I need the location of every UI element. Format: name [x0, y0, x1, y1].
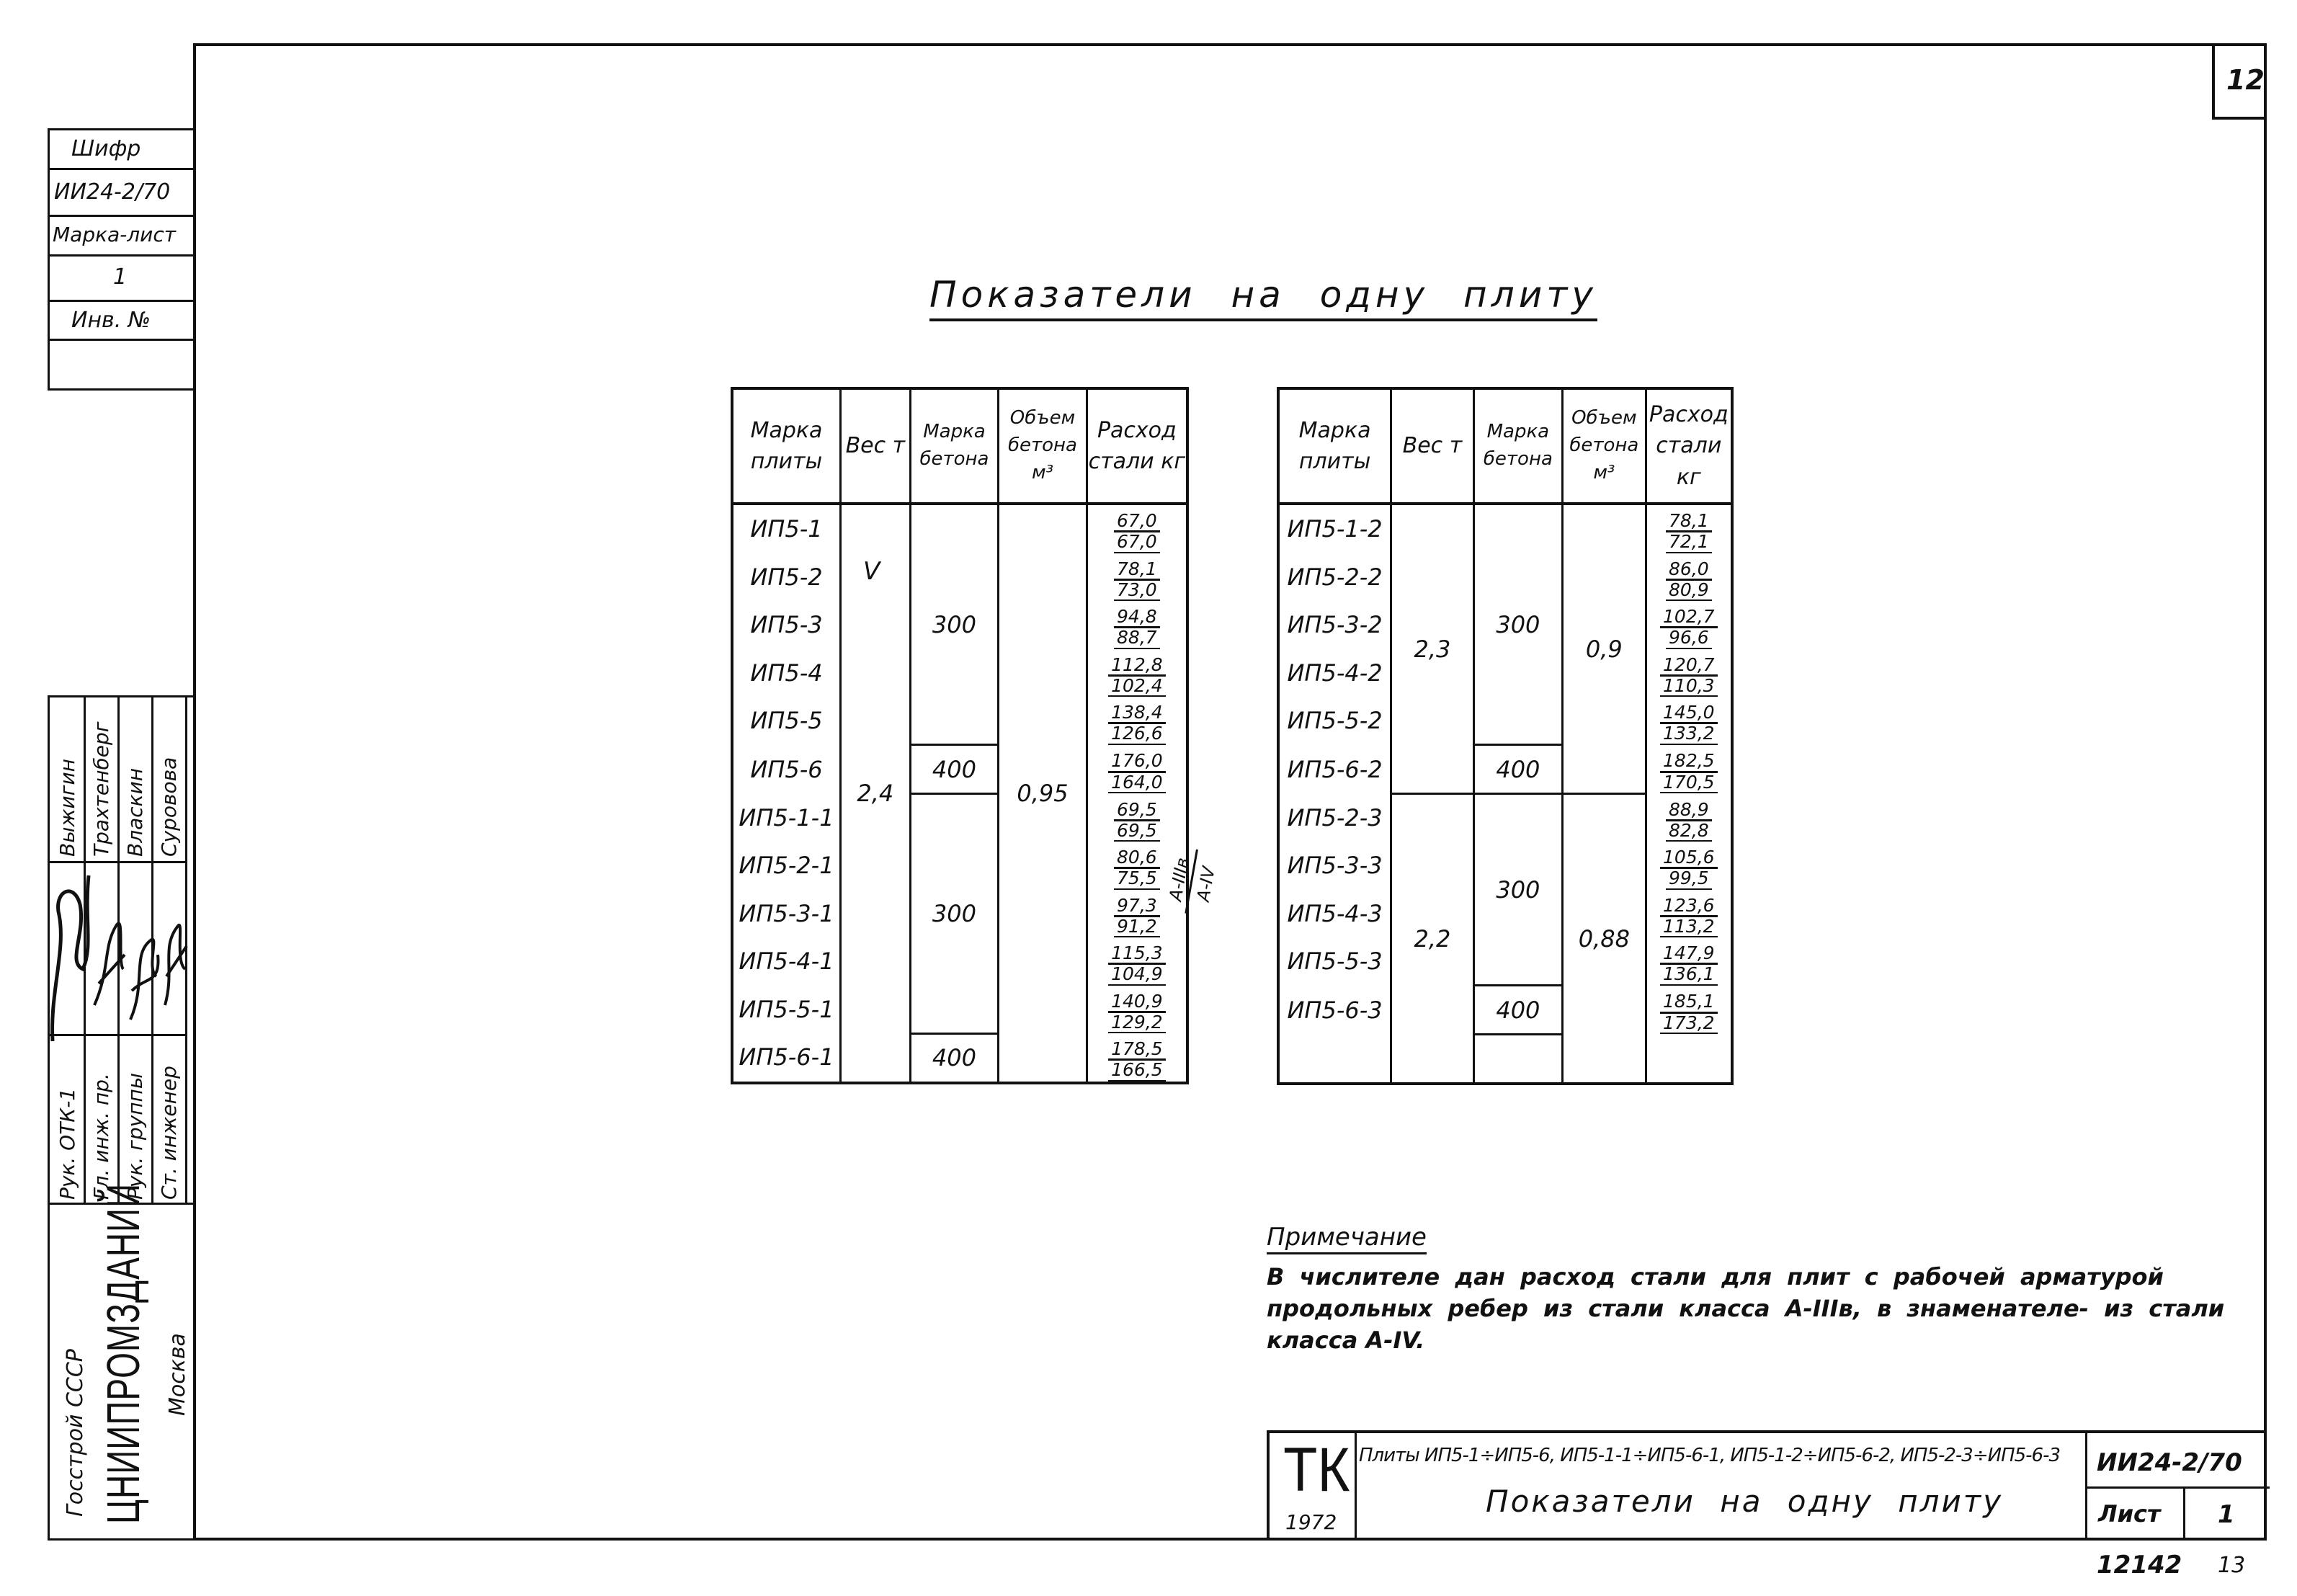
- steel-cell: [1646, 745, 1732, 794]
- steel-denominator: 75,5: [1114, 869, 1160, 889]
- steel-numerator: 94,8: [1114, 607, 1160, 628]
- table-row: [732, 504, 1187, 553]
- note-heading: Примечание: [1267, 1225, 1427, 1254]
- page-title: Показатели на одну плиту: [929, 277, 1597, 321]
- steel-cell: [1087, 1033, 1187, 1083]
- plate-mark: ИП5-3-2: [1278, 601, 1391, 649]
- plate-mark: ИП5-4-3: [1278, 890, 1391, 938]
- steel-numerator: 138,4: [1108, 703, 1166, 724]
- code-label: Шифр: [71, 136, 141, 161]
- concrete-cell: 400: [1473, 745, 1562, 794]
- steel-denominator: 110,3: [1660, 677, 1718, 697]
- name-vlaskin: Власкин: [123, 767, 147, 857]
- role-senior-engineer: Ст. инженер: [157, 1066, 181, 1200]
- city: Москва: [165, 1333, 190, 1416]
- steel-denominator: 69,5: [1114, 821, 1160, 842]
- steel-numerator: 120,7: [1660, 656, 1718, 677]
- header-concrete: Марка бетона: [910, 388, 999, 504]
- stamp-year: 1972: [1285, 1510, 1337, 1534]
- steel-denominator: 96,6: [1666, 628, 1712, 648]
- steel-numerator: 102,7: [1660, 607, 1718, 628]
- stamp-sheet-label: Лист: [2098, 1500, 2161, 1528]
- steel-numerator: 67,0: [1114, 512, 1160, 532]
- note-line-1: В числителе дан расход стали для плит с рабочей арматурой: [1267, 1263, 2164, 1290]
- steel-numerator: 105,6: [1660, 848, 1718, 869]
- table-row: [1278, 986, 1732, 1035]
- plate-mark: ИП5-1-1: [732, 794, 840, 842]
- concrete-cell: 300: [1473, 794, 1562, 986]
- weight-cell: 2,3: [1391, 504, 1474, 794]
- steel-cell: [1087, 937, 1187, 986]
- steel-cell: [1087, 553, 1187, 602]
- stamp-sheet: 1: [2218, 1500, 2235, 1529]
- table-left: [731, 387, 1189, 1084]
- steel-denominator: 102,4: [1108, 677, 1166, 697]
- steel-denominator: 170,5: [1660, 773, 1718, 793]
- role-chief-engineer: Гл. инж. пр.: [89, 1073, 113, 1200]
- steel-cell: [1646, 504, 1732, 553]
- page-number: 12: [2226, 64, 2265, 96]
- steel-cell: [1087, 649, 1187, 697]
- plate-mark: ИП5-6-3: [1278, 986, 1391, 1035]
- side-code-block: [48, 128, 193, 391]
- stamp-product: Плиты ИП5-1÷ИП5-6, ИП5-1-1÷ИП5-6-1, ИП5-1-2÷ИП5-6-2, ИП5-2-3÷ИП5-6-3: [1359, 1445, 2061, 1466]
- steel-denominator: 166,5: [1108, 1061, 1166, 1081]
- page-number-box: [2212, 43, 2267, 120]
- stamp-code: ИИ24-2/70: [2097, 1448, 2242, 1477]
- table-row: [732, 745, 1187, 794]
- header-mark: Марка плиты: [1278, 388, 1391, 504]
- steel-cell: [1646, 697, 1732, 745]
- empty-cell: [1473, 1035, 1562, 1084]
- role-otk: Рук. ОТК-1: [55, 1087, 79, 1200]
- note-line-2: продольных ребер из стали класса А-IIIв, в знаменателе- из стали: [1267, 1295, 2225, 1322]
- steel-denominator: 82,8: [1666, 821, 1712, 842]
- steel-numerator: 88,9: [1666, 801, 1712, 821]
- table-row-empty: [1278, 1035, 1732, 1084]
- volume-cell: 0,88: [1563, 794, 1646, 1084]
- plate-mark: ИП5-3: [732, 601, 840, 649]
- steel-cell: [1087, 745, 1187, 794]
- header-volume: Объем бетона м³: [999, 388, 1087, 504]
- steel-denominator: 91,2: [1114, 917, 1160, 937]
- handwritten-signatures: [24, 861, 189, 1048]
- steel-denominator: 72,1: [1666, 532, 1712, 553]
- steel-denominator: 173,2: [1660, 1014, 1718, 1034]
- organization: Госстрой СССР: [63, 1349, 88, 1517]
- steel-numerator: 176,0: [1108, 752, 1166, 772]
- steel-cell: [1087, 504, 1187, 553]
- steel-cell: [1646, 937, 1732, 986]
- table-row: [1278, 794, 1732, 842]
- steel-denominator: 67,0: [1114, 532, 1160, 553]
- stamp-title: Показатели на одну плиту: [1486, 1484, 2004, 1519]
- steel-cell: [1646, 890, 1732, 938]
- header-concrete: Марка бетона: [1473, 388, 1562, 504]
- concrete-cell: 400: [910, 745, 999, 794]
- steel-class-numerator: А-IIIв: [1165, 846, 1198, 914]
- plate-mark: ИП5-1-2: [1278, 504, 1391, 553]
- table-row: [732, 794, 1187, 842]
- header-steel: Расход стали кг: [1646, 388, 1732, 504]
- steel-cell: [1646, 601, 1732, 649]
- role-group-head: Рук. группы: [123, 1073, 147, 1200]
- steel-numerator: 182,5: [1660, 752, 1718, 772]
- steel-numerator: 80,6: [1114, 848, 1160, 869]
- plate-mark: ИП5-5: [732, 697, 840, 745]
- empty-cell: [1278, 1035, 1391, 1084]
- steel-numerator: 140,9: [1108, 992, 1166, 1013]
- steel-numerator: 123,6: [1660, 896, 1718, 917]
- steel-cell: [1646, 794, 1732, 842]
- plate-mark: ИП5-3-3: [1278, 842, 1391, 890]
- sheet-label: Марка-лист: [53, 223, 177, 246]
- code-value: ИИ24-2/70: [54, 179, 171, 205]
- header-volume: Объем бетона м³: [1563, 388, 1646, 504]
- plate-mark: ИП5-6-2: [1278, 745, 1391, 794]
- steel-numerator: 185,1: [1660, 992, 1718, 1013]
- name-trakhtenberg: Трахтенберг: [89, 721, 113, 857]
- steel-cell: [1646, 986, 1732, 1035]
- tk-logo: ТК: [1283, 1435, 1350, 1504]
- steel-numerator: 97,3: [1114, 896, 1160, 917]
- volume-cell: 0,95: [999, 504, 1087, 1083]
- concrete-cell: 300: [910, 504, 999, 745]
- table-row: [1278, 504, 1732, 553]
- steel-denominator: 80,9: [1666, 581, 1712, 601]
- plate-mark: ИП5-6-1: [732, 1033, 840, 1083]
- steel-denominator: 129,2: [1108, 1013, 1166, 1033]
- check-mark: V: [862, 557, 880, 586]
- concrete-cell: 400: [910, 1033, 999, 1083]
- empty-cell: [1646, 1035, 1732, 1084]
- plate-mark: ИП5-4-2: [1278, 649, 1391, 697]
- weight-value: 2,4: [857, 779, 894, 807]
- name-surovova: Суровова: [157, 757, 181, 857]
- plate-mark: ИП5-5-2: [1278, 697, 1391, 745]
- plate-mark: ИП5-1: [732, 504, 840, 553]
- steel-numerator: 145,0: [1660, 703, 1718, 724]
- volume-cell: 0,9: [1563, 504, 1646, 794]
- title-block: [1267, 1430, 2267, 1541]
- steel-cell: [1646, 842, 1732, 890]
- plate-mark: ИП5-2-3: [1278, 794, 1391, 842]
- inventory-label: Инв. №: [71, 308, 151, 333]
- header-weight: Вес т: [840, 388, 910, 504]
- header-weight: Вес т: [1391, 388, 1474, 504]
- plate-mark: ИП5-3-1: [732, 890, 840, 938]
- note-line-3: класса А-IV.: [1267, 1327, 1425, 1354]
- plate-mark: ИП5-6: [732, 745, 840, 794]
- header-mark: Марка плиты: [732, 388, 840, 504]
- plate-mark: ИП5-2-2: [1278, 553, 1391, 602]
- steel-denominator: 136,1: [1660, 965, 1718, 985]
- steel-denominator: 88,7: [1114, 628, 1160, 648]
- sheet-value: 1: [113, 264, 128, 290]
- steel-denominator: 113,2: [1660, 917, 1718, 937]
- weight-cell: 2,2: [1391, 794, 1474, 1084]
- steel-class-note: [1161, 845, 1236, 920]
- concrete-cell: 300: [910, 794, 999, 1034]
- steel-numerator: 115,3: [1108, 944, 1166, 965]
- steel-numerator: 112,8: [1108, 656, 1166, 677]
- steel-denominator: 99,5: [1666, 869, 1712, 889]
- steel-denominator: 104,9: [1108, 965, 1166, 985]
- weight-cell: [840, 504, 910, 1083]
- header-steel: Расход стали кг: [1087, 388, 1187, 504]
- table-row: [1278, 745, 1732, 794]
- steel-numerator: 69,5: [1114, 801, 1160, 821]
- archive-number: 12142: [2097, 1551, 2182, 1579]
- steel-cell: [1087, 601, 1187, 649]
- steel-denominator: 133,2: [1660, 724, 1718, 744]
- steel-numerator: 78,1: [1666, 512, 1712, 532]
- steel-numerator: 78,1: [1114, 560, 1160, 581]
- plate-mark: ИП5-5-1: [732, 986, 840, 1034]
- page-footer-number: 13: [2218, 1553, 2246, 1578]
- plate-mark: ИП5-4-1: [732, 937, 840, 986]
- steel-cell: [1646, 553, 1732, 602]
- steel-numerator: 86,0: [1666, 560, 1712, 581]
- plate-mark: ИП5-2-1: [732, 842, 840, 890]
- steel-cell: [1087, 986, 1187, 1034]
- steel-denominator: 73,0: [1114, 581, 1160, 601]
- table-row: [732, 1033, 1187, 1083]
- steel-cell: [1646, 649, 1732, 697]
- steel-cell: [1087, 697, 1187, 745]
- steel-class-denominator: А-IV: [1192, 865, 1219, 904]
- steel-denominator: 126,6: [1108, 724, 1166, 744]
- table-right: [1277, 387, 1734, 1085]
- plate-mark: ИП5-2: [732, 553, 840, 602]
- plate-mark: ИП5-4: [732, 649, 840, 697]
- concrete-cell: 400: [1473, 986, 1562, 1035]
- steel-denominator: 164,0: [1108, 773, 1166, 793]
- plate-mark: ИП5-5-3: [1278, 937, 1391, 986]
- concrete-cell: 300: [1473, 504, 1562, 745]
- steel-numerator: 147,9: [1660, 944, 1718, 965]
- name-vyzhigin: Выжигин: [55, 759, 79, 857]
- institute-name: ЦНИИПРОМЗДАНИЙ: [97, 1182, 150, 1524]
- side-signature-block: [48, 695, 193, 1538]
- steel-numerator: 178,5: [1108, 1040, 1166, 1061]
- steel-cell: [1087, 794, 1187, 842]
